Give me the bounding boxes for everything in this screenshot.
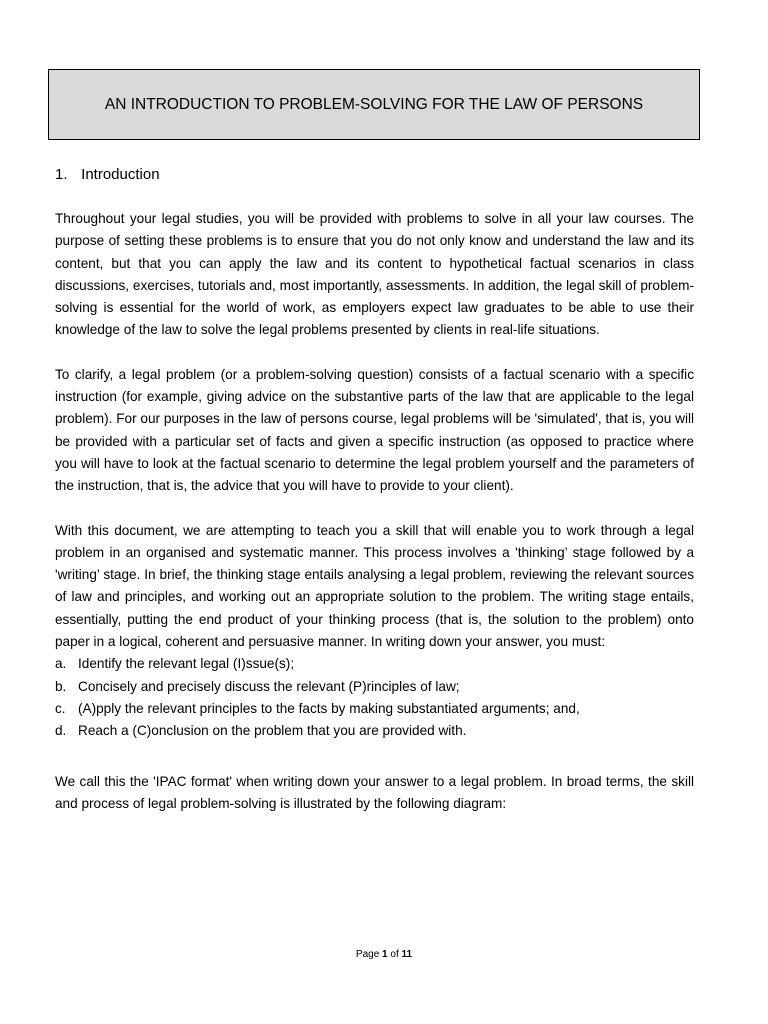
list-text-before: Reach a [78, 723, 133, 739]
paragraph-2: To clarify, a legal problem (or a problem-solving question) consists of a factual scenario with a specific instruction (for example, giving advice on the substantive parts of the law that are applicable to the legal problem). For our purposes in the law of persons course, legal problems will be 'simulated', that is, you will be provided with a particular set of facts and given a specific instruction (as opposed to practice where you will have to look at the factual scenario to determine the legal problem yourself and the parameters of the instruction, that is, the advice that you will have to provide to your client). [55, 366, 694, 494]
document-body [55, 163, 694, 837]
list-keyword: (I) [232, 656, 246, 672]
closing-text-before: We call this the ' [55, 773, 156, 789]
current-page-number: 1 [382, 949, 388, 960]
list-letter: c. [55, 700, 66, 716]
list-text-after: the relevant principles to the facts by making substantiated arguments; and, [121, 700, 580, 716]
document-title: AN INTRODUCTION TO PROBLEM-SOLVING FOR THE LAW OF PERSONS [104, 95, 644, 113]
list-letter: b. [55, 678, 67, 694]
list-item [55, 698, 694, 720]
list-item [55, 653, 694, 675]
title-box [48, 69, 700, 140]
list-text-before: Identify the relevant legal [78, 656, 233, 672]
section-title: Introduction [81, 166, 160, 183]
ipac-format-keyword: IPAC format [155, 773, 230, 789]
closing-text-after: ' when writing down your answer to a legal problem. In broad terms, the skill and process of legal problem-solving is illustrated by the following diagram: [55, 773, 695, 811]
list-text [78, 698, 580, 720]
list-text [78, 676, 460, 698]
list-text [78, 720, 466, 742]
paragraph-1: Throughout your legal studies, you will be provided with problems to solve in all your law courses. The purpose of setting these problems is to ensure that you do not only know and understand the law and its content, but that you can apply the law and its content to hypothetical factual scenarios in class discussions, exercises, tutorials and, most importantly, assessments. In addition, the legal skill of problem-solving is essential for the world of work, as employers expect law graduates to be able to use their knowledge of the law to solve the legal problems presented by clients in real-life situations. [55, 211, 694, 338]
list-letter: a. [55, 656, 67, 672]
list-text-after: on the problem that you are provided with. [208, 723, 467, 739]
paragraph-3: With this document, we are attempting to teach you a skill that will enable you to work through a legal problem in an organised and systematic manner. This process involves a 'thinking’ stage followed by a 'writing’ stage. In brief, the thinking stage entails analysing a legal problem, reviewing the relevant sources of law and principles, and working out an appropriate solution to the problem. The writing stage entails, essentially, putting the end product of your thinking process (that is, the solution to the problem) onto paper in a logical, coherent and persuasive manner. In writing down your answer, you must: [55, 522, 694, 650]
page-footer [0, 947, 768, 963]
list-keyword: (C)onclusion [132, 723, 209, 739]
list-item [55, 676, 694, 698]
paragraph-closing [55, 771, 694, 816]
footer-of-word: of [387, 949, 402, 960]
list-item [55, 720, 694, 742]
ipac-steps-list [55, 653, 694, 742]
footer-page-word: Page [355, 949, 383, 960]
list-letter: d. [55, 723, 67, 739]
list-text-after: of law; [416, 678, 460, 694]
total-page-count: 11 [401, 949, 413, 960]
list-text [78, 653, 294, 675]
list-keyword: (A)pply [78, 700, 122, 716]
section-heading [55, 163, 694, 187]
section-number: 1. [55, 166, 68, 183]
list-text-before: Concisely and precisely discuss the relevant [78, 678, 349, 694]
list-keyword: (P)rinciples [348, 678, 417, 694]
list-text-after: ssue(s); [245, 656, 295, 672]
